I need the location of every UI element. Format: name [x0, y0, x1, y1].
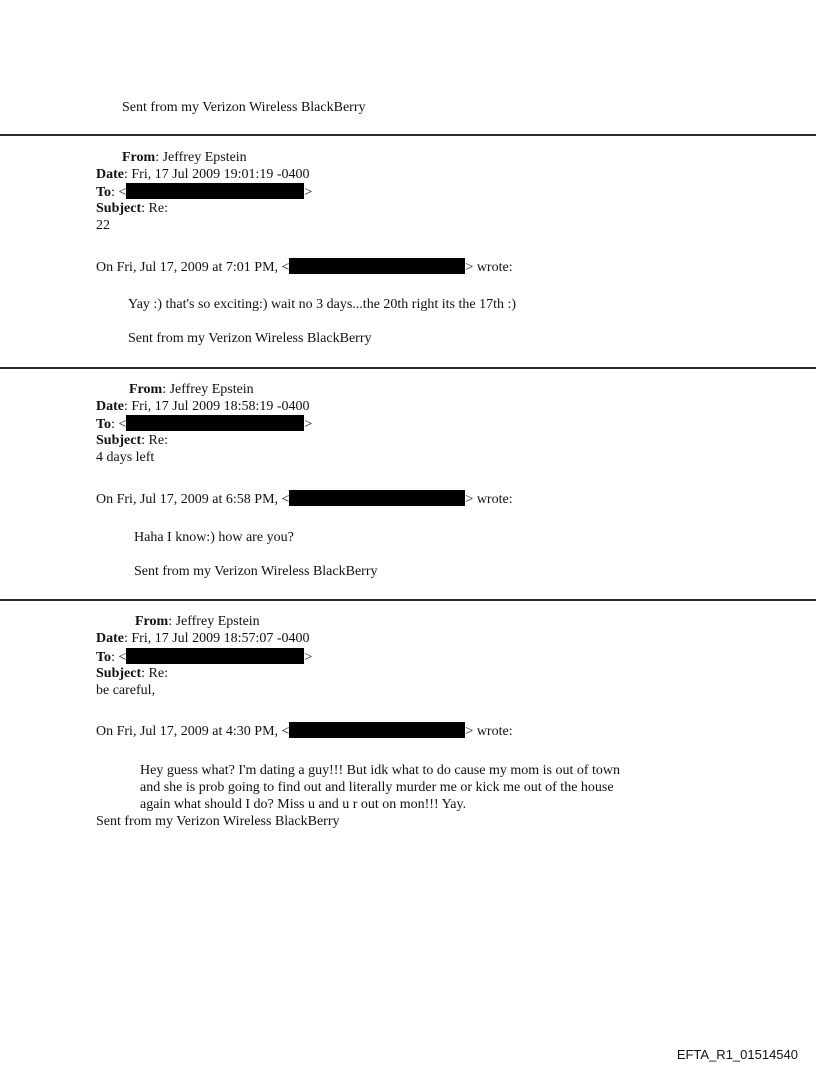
message-body: 22	[96, 218, 110, 233]
message-body: 4 days left	[96, 450, 155, 465]
from-value: Jeffrey Epstein	[162, 150, 247, 165]
redaction-bar	[126, 183, 304, 199]
quote-header: On Fri, Jul 17, 2009 at 4:30 PM, < > wrote:	[96, 724, 513, 739]
from-line: From: Jeffrey Epstein	[135, 614, 260, 629]
quoted-text: Yay :) that's so exciting:) wait no 3 days...the 20th right its the 17th :)	[128, 297, 517, 312]
from-line: From: Jeffrey Epstein	[129, 382, 254, 397]
quoted-signature: Sent from my Verizon Wireless BlackBerry	[128, 331, 372, 346]
redaction-bar	[126, 648, 304, 664]
date-line: Date: Fri, 17 Jul 2009 19:01:19 -0400	[96, 167, 310, 182]
divider	[0, 367, 816, 369]
date-line: Date: Fri, 17 Jul 2009 18:57:07 -0400	[96, 631, 310, 646]
divider	[0, 134, 816, 136]
from-line: From: Jeffrey Epstein	[122, 150, 247, 165]
from-value: Jeffrey Epstein	[169, 382, 254, 397]
subject-line: Subject: Re:	[96, 433, 168, 448]
divider	[0, 599, 816, 601]
quoted-text: again what should I do? Miss u and u r out on mon!!! Yay.	[140, 797, 467, 812]
quoted-text: Haha I know:) how are you?	[134, 530, 294, 545]
quoted-signature: Sent from my Verizon Wireless BlackBerry	[134, 564, 378, 579]
to-line: To: < >	[96, 650, 313, 665]
subject-value: Re:	[148, 666, 168, 681]
document-id: EFTA_R1_01514540	[676, 1047, 798, 1062]
date-value: Fri, 17 Jul 2009 18:58:19 -0400	[131, 399, 310, 414]
to-line: To: < >	[96, 185, 313, 200]
quote-header: On Fri, Jul 17, 2009 at 6:58 PM, < > wrote:	[96, 492, 513, 507]
subject-value: Re:	[148, 201, 168, 216]
subject-value: Re:	[148, 433, 168, 448]
redaction-bar	[289, 258, 465, 274]
redaction-bar	[289, 722, 465, 738]
quoted-text: and she is prob going to find out and literally murder me or kick me out of the house	[140, 780, 614, 795]
date-line: Date: Fri, 17 Jul 2009 18:58:19 -0400	[96, 399, 310, 414]
date-value: Fri, 17 Jul 2009 18:57:07 -0400	[131, 631, 310, 646]
subject-line: Subject: Re:	[96, 666, 168, 681]
from-value: Jeffrey Epstein	[175, 614, 260, 629]
quoted-signature: Sent from my Verizon Wireless BlackBerry	[96, 814, 340, 829]
message-body: be careful,	[96, 683, 156, 698]
to-line: To: < >	[96, 417, 313, 432]
quote-header: On Fri, Jul 17, 2009 at 7:01 PM, < > wrote:	[96, 260, 513, 275]
redaction-bar	[126, 415, 304, 431]
subject-line: Subject: Re:	[96, 201, 168, 216]
redaction-bar	[289, 490, 465, 506]
quoted-text: Hey guess what? I'm dating a guy!!! But idk what to do cause my mom is out of town	[140, 763, 620, 778]
top-signature: Sent from my Verizon Wireless BlackBerry	[122, 100, 366, 115]
date-value: Fri, 17 Jul 2009 19:01:19 -0400	[131, 167, 310, 182]
